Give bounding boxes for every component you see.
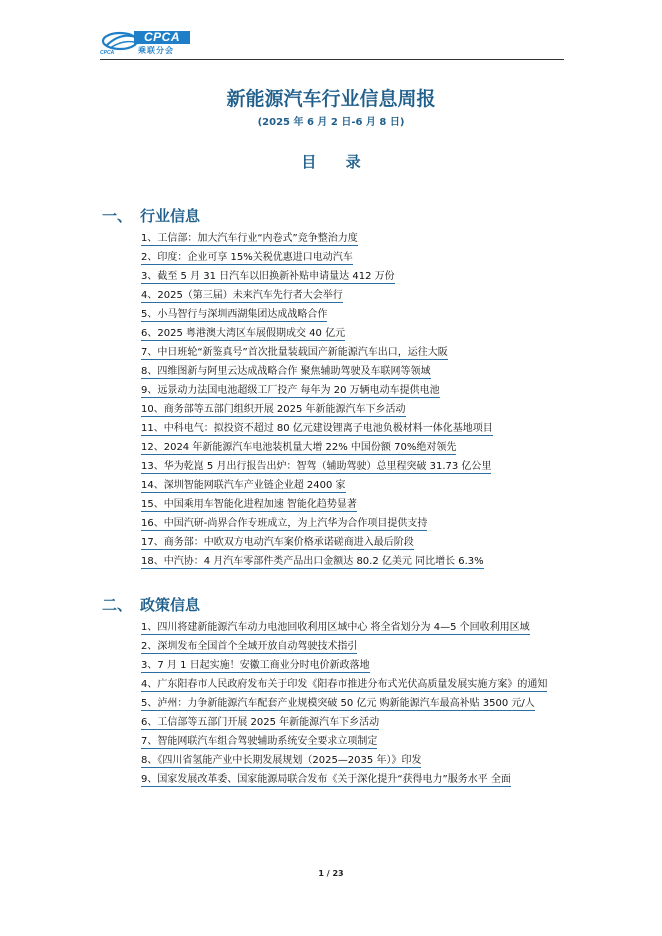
toc-link[interactable]: 5、泸州：力争新能源汽车配套产业规模突破 50 亿元 购新能源汽车最高补贴 3500 元/人 <box>141 698 535 709</box>
page-number: 1 / 23 <box>318 869 344 878</box>
section-title: 行业信息 <box>140 207 201 225</box>
header-divider <box>100 59 564 60</box>
toc-link[interactable]: 6、工信部等五部门开展 2025 年新能源汽车下乡活动 <box>141 717 380 728</box>
section-heading-policy <box>102 595 564 615</box>
toc-link[interactable]: 10、商务部等五部门组织开展 2025 年新能源汽车下乡活动 <box>141 404 406 415</box>
toc-link[interactable]: 4、2025（第三届）未来汽车先行者大会举行 <box>141 290 343 301</box>
toc-item[interactable] <box>141 533 564 552</box>
section-heading-industry <box>102 206 564 226</box>
logo-wordmark: CPCA <box>134 31 190 44</box>
toc-item[interactable] <box>141 732 564 751</box>
toc-item[interactable] <box>141 267 564 286</box>
toc-item[interactable] <box>141 495 564 514</box>
page-header <box>100 28 564 60</box>
section-number: 一、 <box>102 207 133 225</box>
toc-link[interactable]: 2、印度：企业可享 15%关税优惠进口电动汽车 <box>141 252 353 263</box>
toc-link[interactable]: 2、深圳发布全国首个全域开放自动驾驶技术指引 <box>141 641 358 652</box>
toc-heading: 目 录 <box>301 153 373 171</box>
toc-item[interactable] <box>141 381 564 400</box>
toc-item[interactable] <box>141 552 564 571</box>
toc-item[interactable] <box>141 713 564 732</box>
toc-item[interactable] <box>141 694 564 713</box>
toc-link[interactable]: 7、中日班轮“新鉴真号”首次批量装载国产新能源汽车出口，运往大阪 <box>141 347 448 358</box>
toc-item[interactable] <box>141 229 564 248</box>
toc-item[interactable] <box>141 457 564 476</box>
toc-link[interactable]: 8、四维图新与阿里云达成战略合作 聚焦辅助驾驶及车联网等领域 <box>141 366 431 377</box>
toc-link[interactable]: 11、中科电气：拟投资不超过 80 亿元建设锂离子电池负极材料一体化基地项目 <box>141 423 493 434</box>
toc-item[interactable] <box>141 438 564 457</box>
toc-link[interactable]: 18、中汽协：4 月汽车零部件类产品出口金额达 80.2 亿美元 同比增长 6.3% <box>141 556 484 567</box>
toc-item[interactable] <box>141 751 564 770</box>
toc-list-industry <box>141 229 564 571</box>
toc-link[interactable]: 17、商务部：中欧双方电动汽车案价格承诺磋商进入最后阶段 <box>141 537 414 548</box>
toc-item[interactable] <box>141 656 564 675</box>
toc-item[interactable] <box>141 286 564 305</box>
toc-item[interactable] <box>141 248 564 267</box>
toc-link[interactable]: 6、2025 粤港澳大湾区车展假期成交 40 亿元 <box>141 328 346 339</box>
document-title: 新能源汽车行业信息周报 <box>226 88 436 110</box>
toc-item[interactable] <box>141 476 564 495</box>
toc-item[interactable] <box>141 305 564 324</box>
toc-link[interactable]: 9、国家发展改革委、国家能源局联合发布《关于深化提升“获得电力”服务水平 全面 <box>141 774 511 785</box>
cpca-logo <box>100 28 210 60</box>
toc-link[interactable]: 1、四川将建新能源汽车动力电池回收利用区域中心 将全省划分为 4—5 个回收利用区域 <box>141 622 530 633</box>
toc-link[interactable]: 3、7 月 1 日起实施！安徽工商业分时电价新政落地 <box>141 660 370 671</box>
toc-link[interactable]: 13、华为乾崑 5 月出行报告出炉：智驾（辅助驾驶）总里程突破 31.73 亿公里 <box>141 461 492 472</box>
toc-link[interactable]: 4、广东阳春市人民政府发布关于印发《阳春市推进分布式光伏高质量发展实施方案》的通知 <box>141 679 548 690</box>
toc-item[interactable] <box>141 770 564 789</box>
toc-item[interactable] <box>141 343 564 362</box>
toc-item[interactable] <box>141 419 564 438</box>
toc-link[interactable]: 15、中国乘用车智能化进程加速 智能化趋势显著 <box>141 499 357 510</box>
section-number: 二、 <box>102 596 133 614</box>
toc-item[interactable] <box>141 362 564 381</box>
toc-link[interactable]: 8、《四川省氢能产业中长期发展规划（2025—2035 年）》印发 <box>141 755 422 766</box>
toc-link[interactable]: 16、中国汽研-尚界合作专班成立，为上汽华为合作项目提供支持 <box>141 518 428 529</box>
toc-link[interactable]: 14、深圳智能网联汽车产业链企业超 2400 家 <box>141 480 346 491</box>
toc-item[interactable] <box>141 618 564 637</box>
toc-item[interactable] <box>141 400 564 419</box>
toc-item[interactable] <box>141 514 564 533</box>
toc-list-policy <box>141 618 564 789</box>
logo-small-text: CPCA <box>100 50 115 56</box>
toc-link[interactable]: 12、2024 年新能源汽车电池装机量大增 22% 中国份额 70%绝对领先 <box>141 442 457 453</box>
toc-link[interactable]: 7、智能网联汽车组合驾驶辅助系统安全要求立项制定 <box>141 736 378 747</box>
toc-item[interactable] <box>141 637 564 656</box>
logo-subtitle: 乘联分会 <box>138 46 174 55</box>
toc-item[interactable] <box>141 675 564 694</box>
toc-link[interactable]: 5、小马智行与深圳西湖集团达成战略合作 <box>141 309 328 320</box>
toc-link[interactable]: 1、工信部：加大汽车行业“内卷式”竞争整治力度 <box>141 233 358 244</box>
section-title: 政策信息 <box>140 596 201 614</box>
toc-link[interactable]: 9、远景动力法国电池超级工厂投产 每年为 20 万辆电动车提供电池 <box>141 385 440 396</box>
toc-link[interactable]: 3、截至 5 月 31 日汽车以旧换新补贴申请量达 412 万份 <box>141 271 395 282</box>
document-date-range: (2025 年 6 月 2 日-6 月 8 日) <box>257 117 405 128</box>
toc-item[interactable] <box>141 324 564 343</box>
